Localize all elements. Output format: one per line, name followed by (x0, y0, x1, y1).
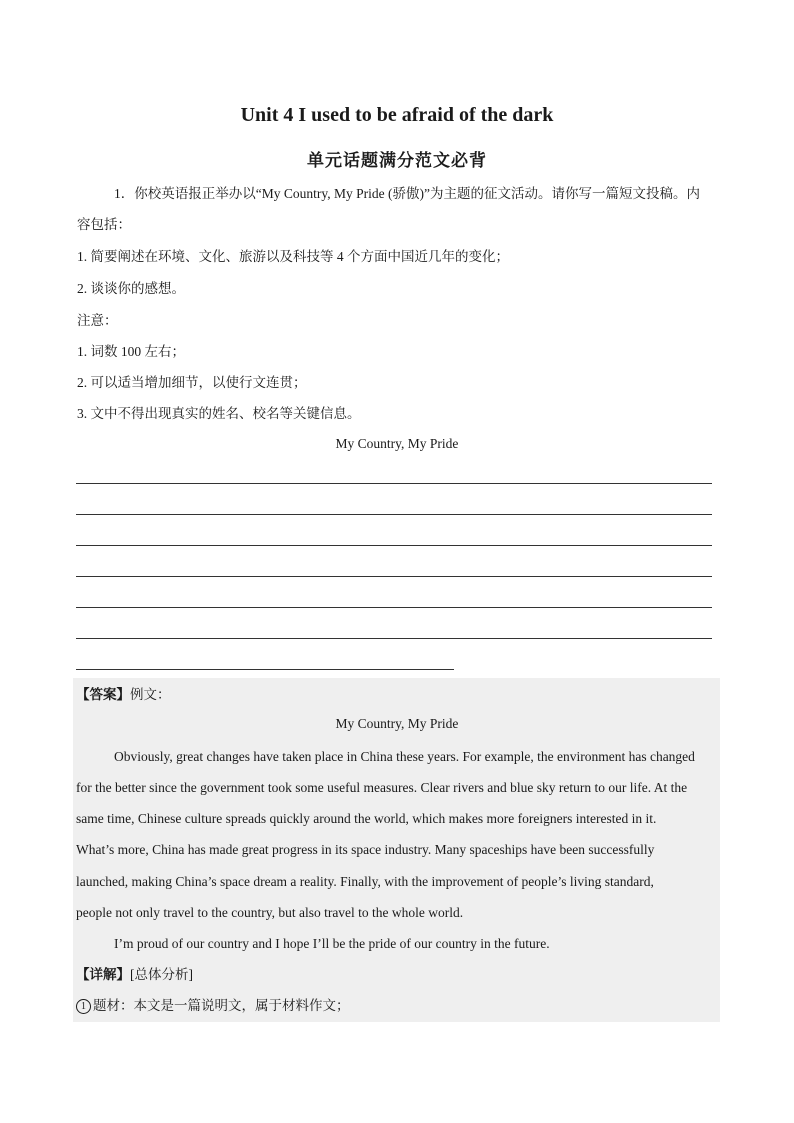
answer-line: What’s more, China has made great progress in its space industry. Many spaceships have been successfully (76, 842, 655, 857)
task-prompt-line2: 容包括： (77, 217, 131, 232)
explanation-label: 【详解】 (76, 967, 130, 982)
notice-item: 3. 文中不得出现真实的姓名、校名等关键信息。 (77, 406, 361, 421)
writing-line (76, 545, 712, 546)
explanation-item-text: 题材：本文是一篇说明文，属于材料作文； (93, 998, 350, 1013)
content-item: 2. 谈谈你的感想。 (77, 281, 185, 296)
answer-line: Obviously, great changes have taken place in China these years. For example, the environment has changed (114, 749, 695, 764)
notice-item: 1. 词数 100 左右； (77, 344, 185, 359)
answer-line: launched, making China’s space dream a reality. Finally, with the improvement of people’s living standard, (76, 874, 654, 889)
content-item: 1. 简要阐述在环境、文化、旅游以及科技等 4 个方面中国近几年的变化； (77, 249, 509, 264)
writing-line (76, 607, 712, 608)
answer-line: people not only travel to the country, but also travel to the whole world. (76, 905, 464, 920)
writing-line (76, 483, 712, 484)
writing-line (76, 669, 454, 670)
task-prompt-line1: 1．你校英语报正举办以“My Country, My Pride (骄傲)”为主题的征文活动。请你写一篇短文投稿。内 (114, 186, 700, 201)
answer-label-suffix: 例文： (130, 687, 171, 702)
answer-label: 【答案】 (76, 687, 130, 702)
writing-line (76, 576, 712, 577)
page-subtitle: 单元话题满分范文必背 (307, 151, 487, 171)
page-title: Unit 4 I used to be afraid of the dark (240, 104, 554, 126)
answer-closing: I’m proud of our country and I hope I’ll be the pride of our country in the future. (114, 936, 550, 951)
notice-item: 2. 可以适当增加细节，以使行文连贯； (77, 375, 307, 390)
answer-essay-title: My Country, My Pride (335, 716, 459, 731)
answer-line: same time, Chinese culture spreads quickly around the world, which makes more foreigners interested in it. (76, 811, 657, 826)
explanation-label-suffix: [总体分析] (130, 967, 193, 982)
writing-line (76, 638, 712, 639)
answer-heading (76, 685, 171, 705)
circled-number-icon: 1 (76, 999, 91, 1014)
answer-line: for the better since the government took some useful measures. Clear rivers and blue sky return to our life. At the (76, 780, 688, 795)
explanation-heading (76, 965, 193, 985)
notice-label: 注意： (77, 313, 118, 328)
writing-line (76, 514, 712, 515)
explanation-item (76, 996, 350, 1016)
essay-title: My Country, My Pride (335, 436, 459, 451)
